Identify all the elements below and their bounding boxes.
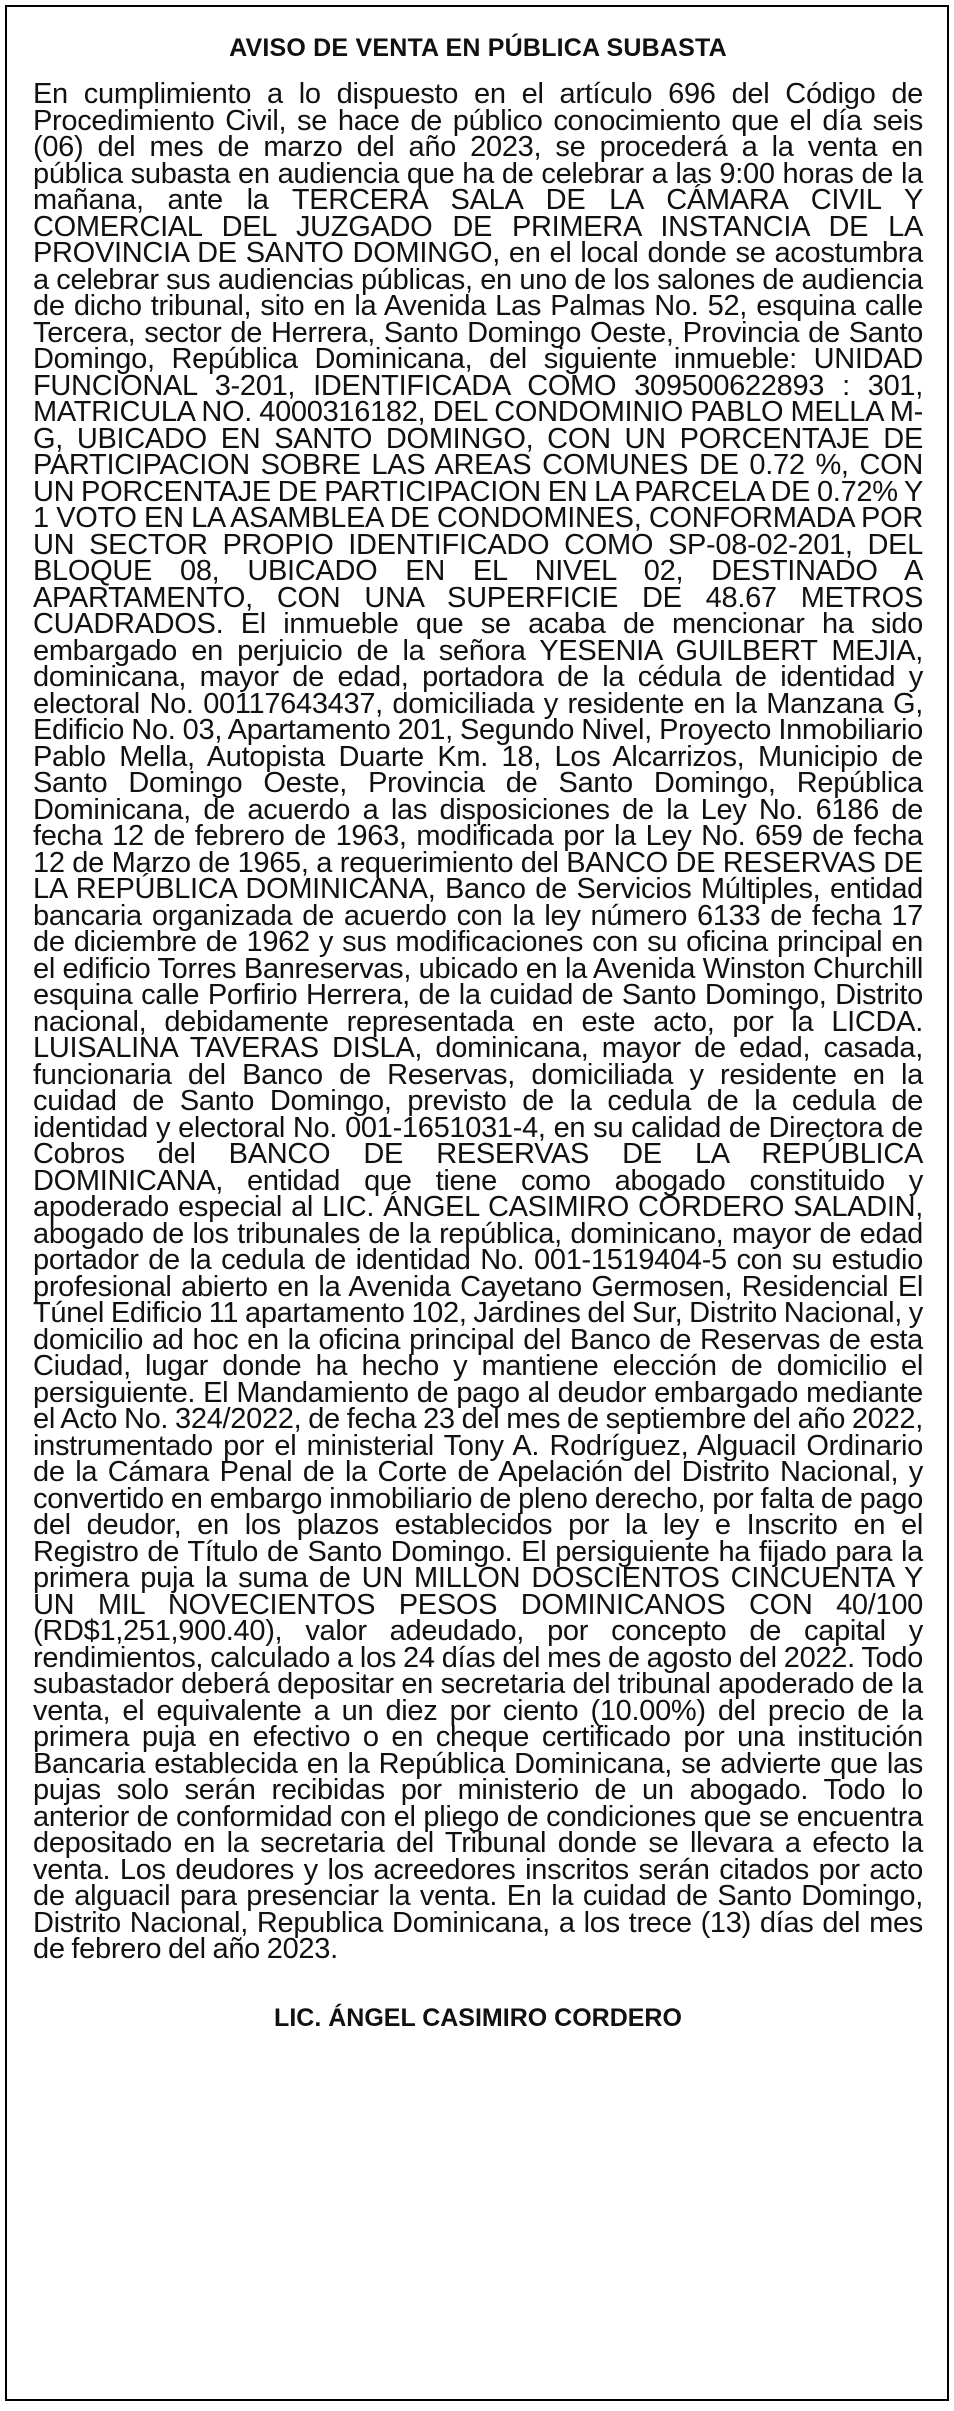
notice-body: En cumplimiento a lo dispuesto en el artículo 696 del Código de Procedimiento Civil, se hace de público conocimiento que el día seis (06) del mes de marzo del año 2023, se procederá a la venta en pública subasta en audiencia que ha de celebrar a las 9:00 horas de la mañana, ante la TERCERA SALA DE LA CÁMARA CIVIL Y COMERCIAL DEL JUZGADO DE PRIMERA INSTANCIA DE LA PROVINCIA DE SANTO DOMINGO, en el local donde se acostumbra a celebrar sus audiencias públicas, en uno de los salones de audiencia de dicho tribunal, sito en la Avenida Las Palmas No. 52, esquina calle Tercera, sector de Herrera, Santo Domingo Oeste, Provincia de Santo Domingo, República Dominicana, del siguiente inmueble: UNIDAD FUNCIONAL 3-201, IDENTIFICADA COMO 309500622893 : 301, MATRICULA NO. 4000316182, DEL CONDOMINIO PABLO MELLA M-G, UBICADO EN SANTO DOMINGO, CON UN PORCENTAJE DE PARTICIPACION SOBRE LAS AREAS COMUNES DE 0.72 %, CON UN PORCENTAJE DE PARTICIPACION EN LA PARCELA DE 0.72% Y 1 VOTO EN LA ASAMBLEA DE CONDOMINES, CONFORMADA POR UN SECTOR PROPIO IDENTIFICADO COMO SP-08-02-201, DEL BLOQUE 08, UBICADO EN EL NIVEL 02, DESTINADO A APARTAMENTO, CON UNA SUPERFICIE DE 48.67 METROS CUADRADOS. El inmueble que se acaba de mencionar ha sido embargado en perjuicio de la señora YESENIA GUILBERT MEJIA, dominicana, mayor de edad, portadora de la cédula de identidad y electoral No. 00117643437, domiciliada y residente en la Manzana G, Edificio No. 03, Apartamento 201, Segundo Nivel, Proyecto Inmobiliario Pablo Mella, Autopista Duarte Km. 18, Los Alcarrizos, Municipio de Santo Domingo Oeste, Provincia de Santo Domingo, República Dominicana, de acuerdo a las disposiciones de la Ley No. 6186 de fecha 12 de febrero de 1963, modificada por la Ley No. 659 de fecha 12 de Marzo de 1965, a requerimiento del BANCO DE RESERVAS DE LA REPÚBLICA DOMINICANA, Banco de Servicios Múltiples, entidad bancaria organizada de acuerdo con la ley número 6133 de fecha 17 de diciembre de 1962 y sus modificaciones con su oficina principal en el edificio Torres Banreservas, ubicado en la Avenida Winston Churchill esquina calle Porfirio Herrera, de la cuidad de Santo Domingo, Distrito nacional, debidamente representada en este acto, por la LICDA. LUISALINA TAVERAS DISLA, dominicana, mayor de edad, casada, funcionaria del Banco de Reservas, domiciliada y residente en la cuidad de Santo Domingo, previsto de la cedula de la cedula de identidad y electoral No. 001-1651031-4, en su calidad de Directora de Cobros del BANCO DE RESERVAS DE LA REPÚBLICA DOMINICANA, entidad que tiene como abogado constituido y apoderado especial al LIC. ÁNGEL CASIMIRO CORDERO SALADIN, abogado de los tribunales de la república, dominicano, mayor de edad portador de la cedula de identidad No. 001-1519404-5 con su estudio profesional abierto en la Avenida Cayetano Germosen, Residencial El Túnel Edificio 11 apartamento 102, Jardines del Sur, Distrito Nacional, y domicilio ad hoc en la oficina principal del Banco de Reservas de esta Ciudad, lugar donde ha hecho y mantiene elección de domicilio el persiguiente. El Mandamiento de pago al deudor embargado mediante el Acto No. 324/2022, de fecha 23 del mes de septiembre del año 2022, instrumentado por el ministerial Tony A. Rodríguez, Alguacil Ordinario de la Cámara Penal de la Corte de Apelación del Distrito Nacional, y convertido en embargo inmobiliario de pleno derecho, por falta de pago del deudor, en los plazos establecidos por la ley e Inscrito en el Registro de Título de Santo Domingo. El persiguiente ha fijado para la primera puja la suma de UN MILLON DOSCIENTOS CINCUENTA Y UN MIL NOVECIENTOS PESOS DOMINICANOS CON 40/100 (RD$1,251,900.40), valor adeudado, por concepto de capital y rendimientos, calculado a los 24 días del mes de agosto del 2022. Todo subastador deberá depositar en secretaria del tribunal apoderado de la venta, el equivalente a un diez por ciento (10.00%) del precio de la primera puja en efectivo o en cheque certificado por una institución Bancaria establecida en la República Dominicana, se advierte que las pujas solo serán recibidas por ministerio de un abogado. Todo lo anterior de conformidad con el pliego de condiciones que se encuentra depositado en la secretaria del Tribunal donde se llevara a efecto la venta. Los deudores y los acreedores inscritos serán citados por acto de alguacil para presenciar la venta. En la cuidad de Santo Domingo, Distrito Nacional, Republica Dominicana, a los trece (13) días del mes de febrero del año 2023. [33,78,923,1965]
notice-title: AVISO DE VENTA EN PÚBLICA SUBASTA [229,34,727,62]
notice-signature: LIC. ÁNGEL CASIMIRO CORDERO [274,2003,682,2032]
legal-notice [5,5,949,2401]
